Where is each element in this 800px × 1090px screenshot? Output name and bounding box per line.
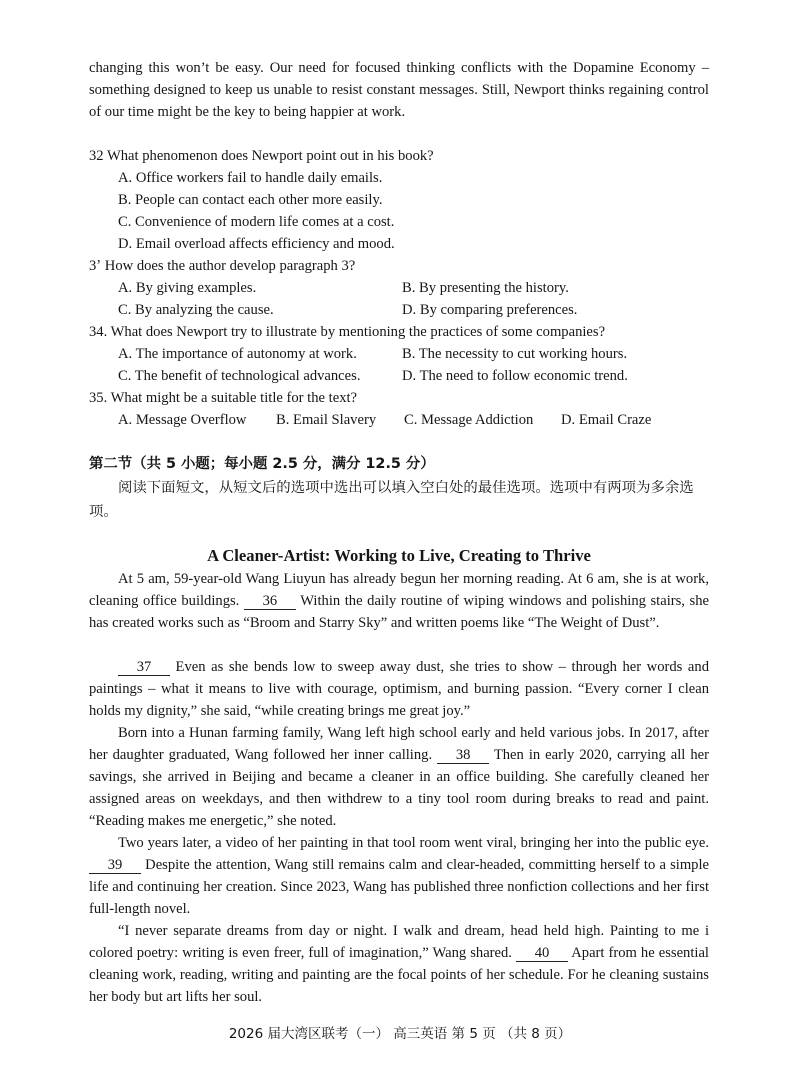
- question-32-option-b[interactable]: B. People can contact each other more easily.: [118, 192, 383, 208]
- question-34-stem: 34. What does Newport try to illustrate by mentioning the practices of some companies?: [89, 324, 606, 340]
- paragraph-text: “I never separate dreams from day or night. I walk and dream, head held high. Painting to me i colored poetry: writing is even freer, full of imagination,” Wang shared.: [89, 923, 709, 961]
- question-33-option-d[interactable]: D. By comparing preferences.: [402, 302, 578, 318]
- question-32-option-a[interactable]: A. Office workers fail to handle daily emails.: [118, 170, 383, 186]
- article-paragraph-2: [89, 656, 709, 722]
- paragraph-text: At 5 am, 59-year-old Wang Liuyun has already begun her morning reading. At 6 am, she is at work, cleaning office buildings.: [89, 571, 709, 609]
- section-2-instruction: 阅读下面短文，从短文后的选项中选出可以填入空白处的最佳选项。选项中有两项为多余选项。: [89, 480, 694, 520]
- paragraph-text: Then in early 2020, carrying all her savings, she arrived in Beijing and became a cleaner in an office building. She carefully cleaned her assigned areas on weekdays, and then withdrew to a tiny tool room during breaks to read and paint. “Reading makes me energetic,” she noted.: [89, 747, 709, 829]
- question-32-option-d[interactable]: D. Email overload affects efficiency and mood.: [118, 236, 395, 252]
- question-32-stem: 32 What phenomenon does Newport point out in his book?: [89, 148, 434, 164]
- intro-paragraph: changing this won’t be easy. Our need for focused thinking conflicts with the Dopamine Economy – something designed to keep us unable to resist constant messages. Still, Newport thinks regaining control of our time might be the key to being happier at work.: [89, 60, 709, 120]
- question-35-option-d[interactable]: D. Email Craze: [561, 412, 652, 428]
- question-33-option-a[interactable]: A. By giving examples.: [118, 280, 257, 296]
- article-title: A Cleaner-Artist: Working to Live, Creating to Thrive: [207, 546, 591, 565]
- question-33-stem: 3ʼ How does the author develop paragraph 3?: [89, 258, 356, 274]
- blank-39[interactable]: 39: [89, 857, 141, 874]
- question-33-option-b[interactable]: B. By presenting the history.: [402, 280, 569, 296]
- article-paragraph-1: [89, 568, 709, 634]
- question-34-option-c[interactable]: C. The benefit of technological advances.: [118, 368, 361, 384]
- article-paragraph-4: [89, 832, 709, 920]
- question-32-option-c[interactable]: C. Convenience of modern life comes at a cost.: [118, 214, 395, 230]
- page-footer: 2026 届大湾区联考（一） 高三英语 第 5 页 （共 8 页）: [228, 1026, 572, 1042]
- question-35-stem: 35. What might be a suitable title for the text?: [89, 390, 358, 406]
- question-35-option-c[interactable]: C. Message Addiction: [404, 412, 534, 428]
- paragraph-text: Born into a Hunan farming family, Wang left high school early and held various jobs. In 2017, after her daughter graduated, Wang followed her inner calling.: [89, 725, 709, 763]
- question-35-option-b[interactable]: B. Email Slavery: [276, 412, 377, 428]
- blank-38[interactable]: 38: [437, 747, 489, 764]
- blank-37[interactable]: 37: [118, 659, 170, 676]
- question-33-option-c[interactable]: C. By analyzing the cause.: [118, 302, 274, 318]
- section-2-heading: 第二节（共 5 小题；每小题 2.5 分，满分 12.5 分）: [89, 456, 435, 472]
- blank-36[interactable]: 36: [244, 593, 296, 610]
- blank-40[interactable]: 40: [516, 945, 568, 962]
- paragraph-text: Apart from he essential cleaning work, reading, writing and painting are the focal points of her schedule. For he cleaning sustains her body but art lifts her soul.: [89, 945, 709, 1005]
- question-34-option-b[interactable]: B. The necessity to cut working hours.: [402, 346, 628, 362]
- paragraph-text: Despite the attention, Wang still remains calm and clear-headed, committing herself to a simple life and continuing her creation. Since 2023, Wang has published three nonfiction collections and her first full-length novel.: [89, 857, 709, 917]
- question-34-option-d[interactable]: D. The need to follow economic trend.: [402, 368, 628, 384]
- question-34-option-a[interactable]: A. The importance of autonomy at work.: [118, 346, 357, 362]
- article-paragraph-5: [89, 920, 709, 1008]
- question-35-option-a[interactable]: A. Message Overflow: [118, 412, 247, 428]
- article-paragraph-3: [89, 722, 709, 832]
- paragraph-text: Within the daily routine of wiping windows and polishing stairs, she has created works such as “Broom and Starry Sky” and written poems like “The Weight of Dust”.: [89, 593, 709, 631]
- paragraph-text: Two years later, a video of her painting in that tool room went viral, bringing her into the public eye.: [118, 835, 709, 851]
- paragraph-text: Even as she bends low to sweep away dust, she tries to show – through her words and paintings – what it means to live with courage, optimism, and burning passion. “Every corner I clean holds my dignity,” she said, “while creating brings me great joy.”: [89, 659, 709, 719]
